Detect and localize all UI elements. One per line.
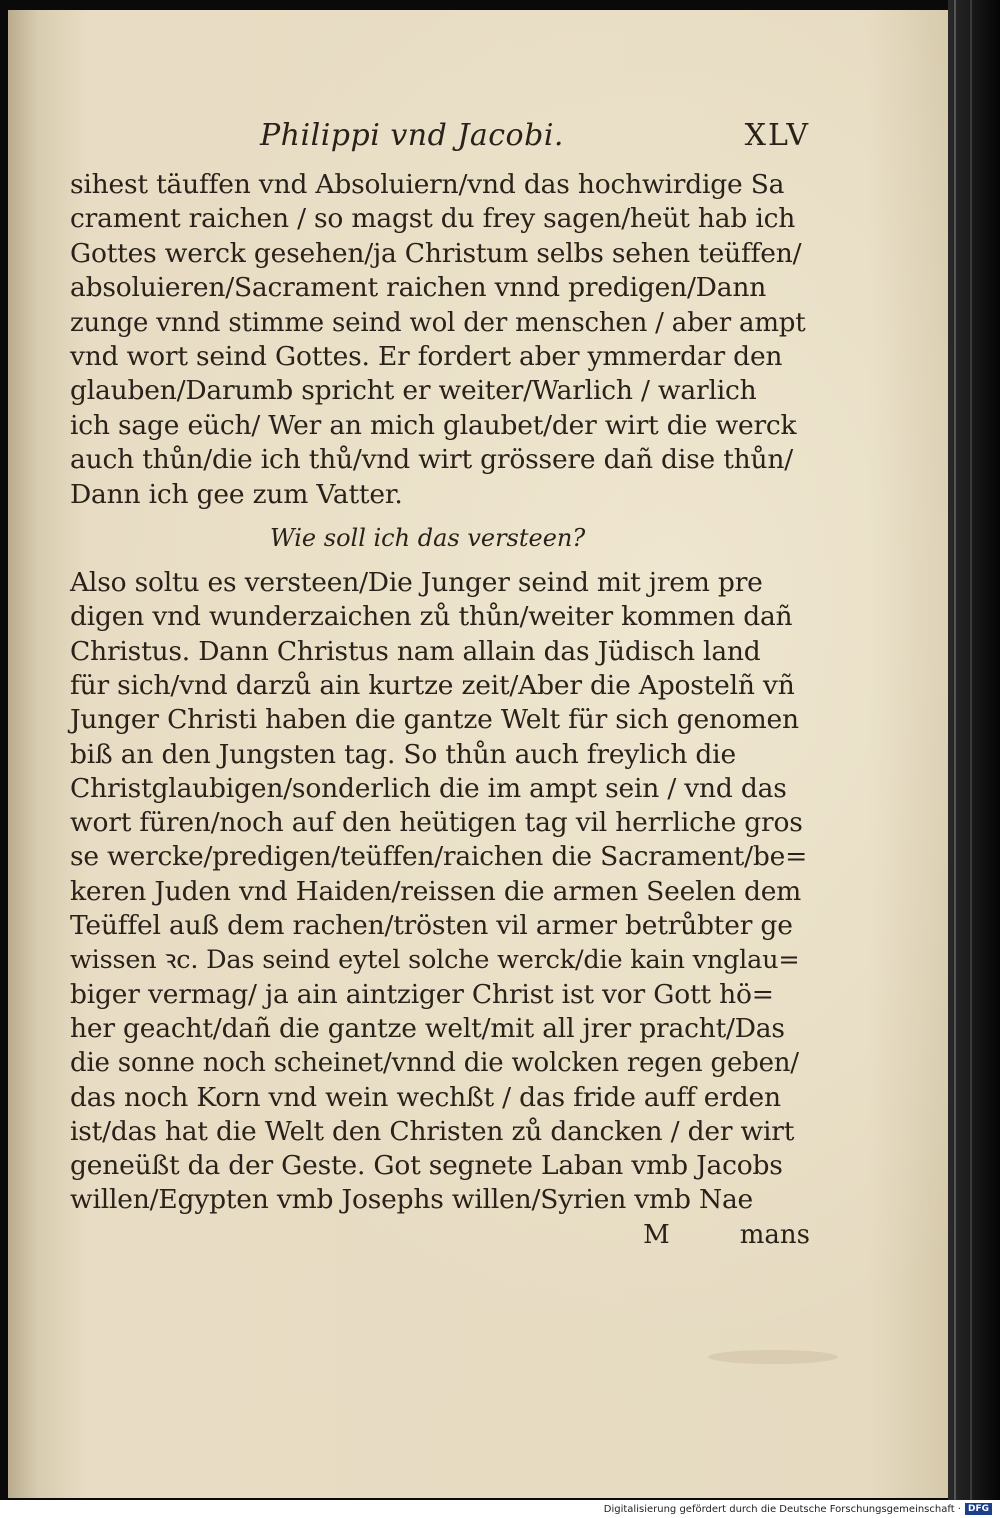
text-line: für sich/vnd darzů ain kurtze zeit/Aber die Apostelñ vñ: [70, 669, 795, 701]
text-line: keren Juden vnd Haiden/reissen die armen Seelen dem: [70, 875, 802, 907]
text-line: ist/das hat die Welt den Christen zů dancken / der wirt: [70, 1115, 795, 1147]
footer-bar: [0, 1500, 1000, 1518]
text-line: auch thůn/die ich thů/vnd wirt grössere dañ dise thůn/: [70, 444, 793, 476]
text-line: geneüßt da der Geste. Got segnete Laban vmb Jacobs: [70, 1150, 783, 1182]
dfg-logo: DFG: [965, 1503, 992, 1515]
signature-mark: M: [643, 1219, 670, 1250]
text-line: Christus. Dann Christus nam allain das Jüdisch land: [70, 635, 761, 667]
edge-line: [954, 0, 956, 1500]
text-line: crament raichen / so magst du frey sagen/heüt hab ich: [70, 203, 796, 235]
text-line: glauben/Darumb spricht er weiter/Warlich / warlich: [70, 375, 757, 407]
page-text-block: [70, 118, 810, 1250]
text-line: willen/Egypten vmb Josephs willen/Syrien vmb Nae: [70, 1184, 754, 1216]
footer-credit: Digitalisierung gefördert durch die Deutsche Forschungsgemeinschaft ·: [603, 1503, 961, 1515]
section-heading: Wie soll ich das versteen?: [270, 524, 586, 553]
edge-line: [970, 0, 972, 1500]
text-line: zunge vnnd stimme seind wol der menschen / aber ampt: [70, 307, 806, 338]
text-line: Teüffel auß dem rachen/trösten vil armer betrůbter ge: [70, 910, 793, 942]
header-title: Philippi vnd Jacobi.: [260, 118, 564, 153]
text-line: vnd wort seind Gottes. Er fordert aber ymmerdar den: [70, 341, 783, 373]
text-line: Also soltu es versteen/Die Junger seind mit jrem pre: [70, 567, 763, 599]
text-line: das noch Korn vnd wein wechßt / das fride auff erden: [70, 1081, 781, 1113]
text-line: die sonne noch scheinet/vnnd die wolcken regen geben/: [70, 1048, 799, 1079]
text-line: ich sage eüch/ Wer an mich glaubet/der wirt die werck: [70, 409, 797, 441]
text-line: sihest täuffen vnd Absoluiern/vnd das hochwirdige Sa: [70, 169, 785, 200]
text-line: biger vermag/ ja ain aintziger Christ ist vor Gott hö=: [70, 978, 774, 1010]
text-line: Christglaubigen/sonderlich die im ampt sein / vnd das: [70, 772, 787, 804]
paragraph-1: [70, 168, 810, 512]
page-edge-strip: [948, 0, 1000, 1500]
folio-number: XLV: [744, 118, 810, 153]
text-line: se wercke/predigen/teüffen/raichen die Sacrament/be=: [70, 841, 808, 873]
paragraph-2: [70, 566, 810, 1218]
page-foot: [70, 1220, 810, 1250]
text-line: Gottes werck gesehen/ja Christum selbs sehen teüffen/: [70, 237, 802, 269]
running-header: [70, 118, 810, 168]
page-stain: [708, 1350, 838, 1364]
text-line: wissen ꝛc. Das seind eytel solche werck/die kain vnglau=: [70, 945, 800, 976]
text-line: Dann ich gee zum Vatter.: [70, 478, 403, 510]
text-line: biß an den Jungsten tag. So thůn auch freylich die: [70, 738, 736, 770]
text-line: wort füren/noch auf den heütigen tag vil herrliche gros: [70, 807, 803, 839]
text-line: digen vnd wunderzaichen zů thůn/weiter kommen dañ: [70, 601, 793, 633]
book-page: [8, 10, 948, 1498]
text-line: her geacht/dañ die gantze welt/mit all jrer pracht/Das: [70, 1012, 785, 1044]
catchword: mans: [739, 1219, 810, 1250]
text-line: Junger Christi haben die gantze Welt für sich genomen: [70, 704, 799, 736]
text-line: absoluieren/Sacrament raichen vnnd predigen/Dann: [70, 272, 767, 304]
